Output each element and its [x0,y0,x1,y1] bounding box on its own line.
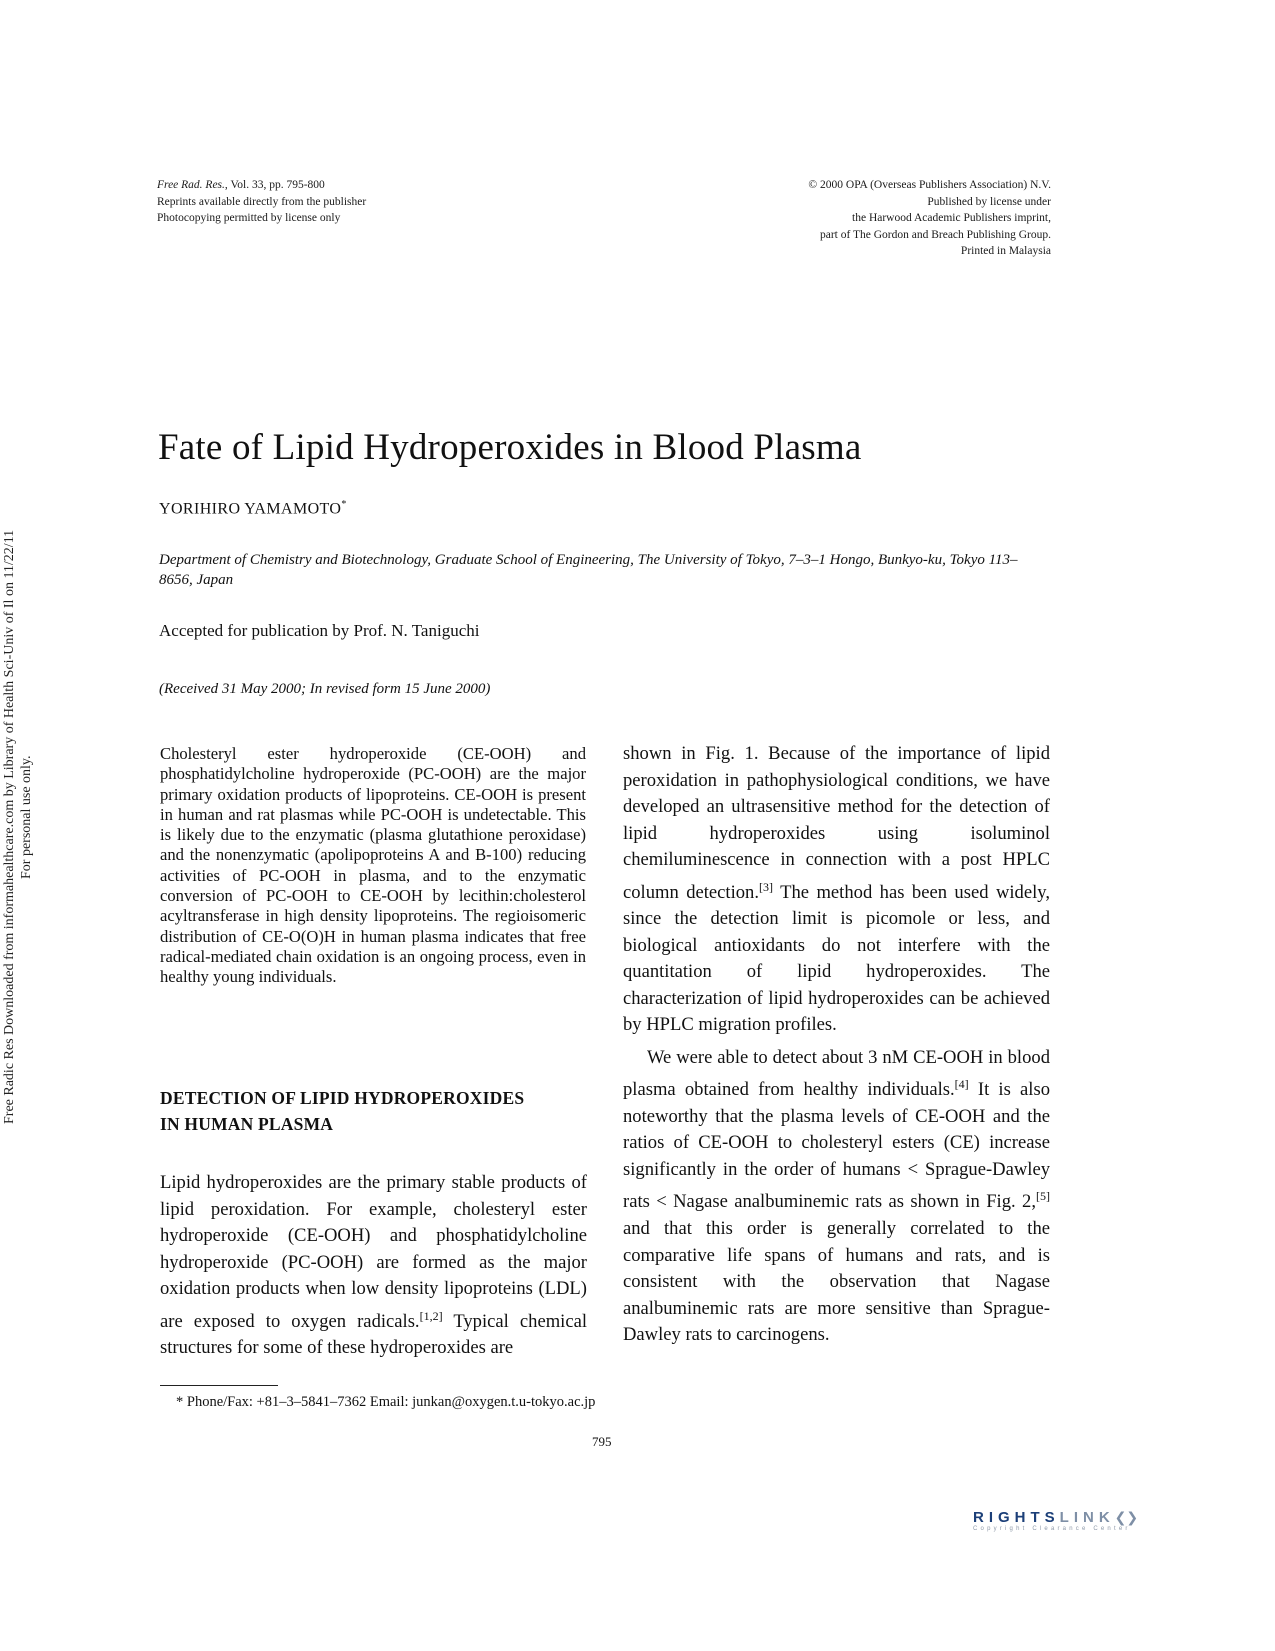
footnote: * Phone/Fax: +81–3–5841–7362 Email: junkan@oxygen.t.u-tokyo.ac.jp [176,1394,596,1410]
license-line: Published by license under [927,195,1051,208]
personal-use-notice: For personal use only. [19,755,34,879]
article-title: Fate of Lipid Hydroperoxides in Blood Plasma [158,427,862,468]
rightslink-tagline: Copyright Clearance Center [973,1526,1131,1532]
journal-citation: Free Rad. Res., Vol. 33, pp. 795-800 [157,179,325,191]
body-paragraph: Lipid hydroperoxides are the primary stable products of lipid peroxidation. For example, cholesteryl ester hydroperoxide (CE-OOH) and phosphatidylcholine hydroperoxide (PC-OOH) are formed as the major oxidation products when low density lipoproteins (LDL) are exposed to oxygen radicals.[1,2] Typical chemical structures for some of these hydroperoxides are [160,1172,587,1359]
download-watermark [1,530,35,1124]
citation-ref: [1,2] [419,1308,443,1323]
printed-line: Printed in Malaysia [960,245,1051,257]
citation-ref: [3] [759,879,774,894]
section-heading-line-2: IN HUMAN PLASMA [160,1114,334,1134]
imprint-line: the Harwood Academic Publishers imprint, [852,212,1051,224]
citation-ref: [5] [1036,1189,1050,1204]
page-number: 795 [592,1434,612,1449]
footnote-rule [160,1385,278,1386]
right-column-body [623,741,1050,1349]
group-line: part of The Gordon and Breach Publishing Group. [819,228,1051,241]
publisher-block [631,177,1051,260]
download-notice: Free Radic Res Downloaded from informahealthcare.com by Library of Health Sci-Univ of Il on 11/22/11 [2,529,17,1124]
abstract: Cholesteryl ester hydroperoxide (CE-OOH) and phosphatidylcholine hydroperoxide (PC-OOH) are the major primary oxidation products of lipoproteins. CE-OOH is present in human and rat plasmas while PC-OOH is undetectable. This is likely due to the enzymatic (plasma glutathione peroxidase) and the nonenzymatic (apolipoproteins A and B-100) reducing activities of PC-OOH in plasma, and to the enzymatic conversion of PC-OOH to CE-OOH by lecithin:cholesterol acyltransferase in high density lipoproteins. The regioisomeric distribution of CE-O(O)H in human plasma indicates that free radical-mediated chain oxidation is an ongoing process, even in healthy young individuals. [160,744,586,987]
section-heading [160,1085,600,1137]
journal-citation-block [157,177,477,227]
received-dates: (Received 31 May 2000; In revised form 15 June 2000) [159,681,491,697]
photocopy-note: Photocopying permitted by license only [157,212,341,224]
copyright-line: © 2000 OPA (Overseas Publishers Association) N.V. [808,179,1051,191]
author-footnote-mark: * [341,499,347,510]
accepted-by: Accepted for publication by Prof. N. Taniguchi [159,621,480,640]
author-name: YORIHIRO YAMAMOTO [159,500,342,518]
reprints-note: Reprints available directly from the publisher [157,195,367,208]
rightslink-wordmark: RIGHTSLINK❮❯ [973,1509,1139,1526]
citation-ref: [4] [954,1077,969,1092]
rightslink-arrow-icon: ❮❯ [1114,1509,1139,1525]
author-line [159,499,347,518]
affiliation: Department of Chemistry and Biotechnology, Graduate School of Engineering, The University of Tokyo, 7–3–1 Hongo, Bunkyo-ku, Tokyo 113–8656, Japan [159,552,1018,588]
section-heading-line-1: DETECTION OF LIPID HYDROPEROXIDES [160,1088,525,1108]
left-column-body [160,1170,587,1362]
rightslink-logo[interactable] [973,1509,1203,1532]
body-paragraph: We were able to detect about 3 nM CE-OOH in blood plasma obtained from healthy individuals.[4] It is also noteworthy that the plasma levels of CE-OOH and the ratios of CE-OOH to cholesteryl esters (CE) increase significantly in the order of humans < Sprague-Dawley rats < Nagase analbuminemic rats as shown in Fig. 2,[5] and that this order is generally correlated to the comparative life spans of humans and rats, and is consistent with the observation that Nagase analbuminemic rats are more sensitive than Sprague-Dawley rats to carcinogens. [623,1046,1050,1346]
body-paragraph: shown in Fig. 1. Because of the importance of lipid peroxidation in pathophysiological conditions, we have developed an ultrasensitive method for the detection of lipid hydroperoxides using isoluminol chemiluminescence in connection with a post HPLC column detection.[3] The method has been used widely, since the detection limit is picomole or less, and biological antioxidants do not interfere with the quantitation of lipid hydroperoxides. The characterization of lipid hydroperoxides can be achieved by HPLC migration profiles. [623,743,1051,1036]
